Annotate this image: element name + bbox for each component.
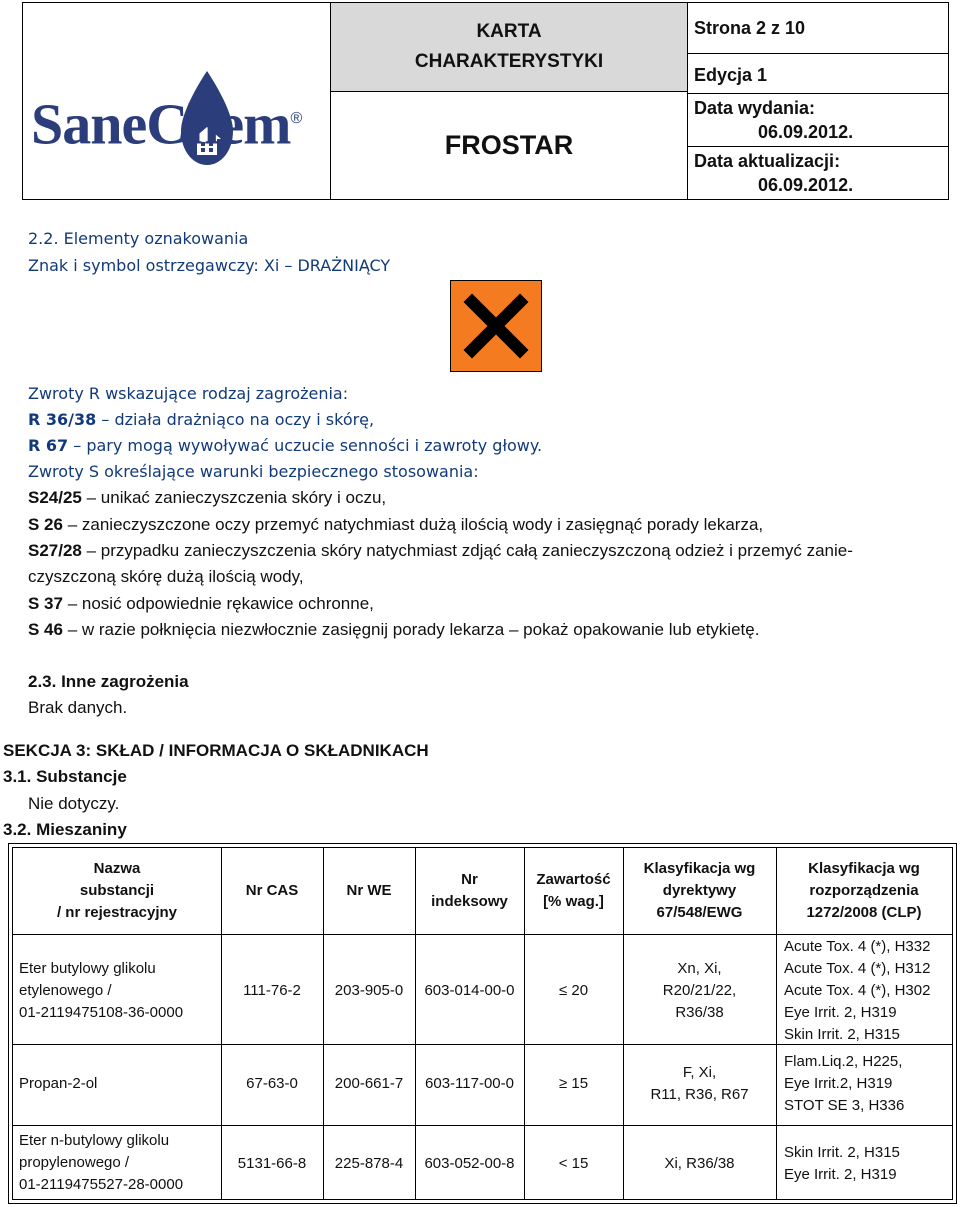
section-2-2-heading: 2.2. Elementy oznakowania [28,229,249,248]
cell-line: Xn, Xi, [677,960,722,977]
section-3-1-text: Nie dotyczy. [28,794,120,813]
s-phrase-2-code: S 26 [28,515,63,534]
cell-line: Acute Tox. 4 (*), H312 [784,960,931,977]
mixtures-table [8,843,957,1204]
cell-line: Flam.Liq.2, H225, [784,1053,903,1070]
table-header-line: Nr [461,871,478,888]
table-row-1-content: ≤ 20 [558,982,589,999]
table-row-1-name [19,958,219,1024]
s-phrase-2 [28,514,763,536]
update-date-value: 06.09.2012. [758,175,854,195]
issue-date-row [688,94,948,147]
s-phrase-3-code: S27/28 [28,541,82,560]
page-number: Strona 2 z 10 [688,3,948,54]
table-header-line: / nr rejestracyjny [56,904,178,921]
table-header-line: dyrektywy [662,882,737,899]
cell-line: etylenowego / [19,982,112,999]
table-row-2-cas: 67-63-0 [246,1075,298,1092]
table-header-line: substancji [79,882,155,899]
section-2-3-text: Brak danych. [28,698,128,717]
s-phrase-4 [28,593,374,615]
r-phrase-2-text: – pary mogą wywoływać uczucie senności i zawroty głowy. [68,436,543,455]
table-row-divider [13,1125,952,1126]
table-header-line: 1272/2008 (CLP) [806,904,922,921]
table-row-1-index: 603-014-00-0 [424,982,515,999]
cell-line: R36/38 [675,1004,724,1021]
s-phrase-5-code: S 46 [28,620,63,639]
table-row-3-dsd [623,1153,776,1175]
section-3-heading: SEKCJA 3: SKŁAD / INFORMACJA O SKŁADNIKACH [3,741,429,760]
document-header [22,2,949,200]
cell-line: STOT SE 3, H336 [784,1097,905,1114]
table-header-name [13,848,221,934]
table-header-line: Klasyfikacja wg [808,860,920,877]
cell-line: Eter n-butylowy glikolu [19,1132,170,1149]
cell-line: 01-2119475108-36-0000 [19,1004,184,1021]
logo-cell [23,3,331,199]
s-phrase-1 [28,487,386,509]
table-row-1-cas: 111-76-2 [243,982,301,999]
table-row-3-index: 603-052-00-8 [424,1155,515,1172]
table-header-line: 67/548/EWG [656,904,743,921]
logo [31,89,302,157]
title-cell [331,3,688,199]
doc-type-text: KARTA CHARAKTERYSTYKI [414,21,604,72]
s-phrase-5-text: – w razie połknięcia niezwłocznie zasięgnij porady lekarza – pokaż opakowanie lub etykietę. [62,620,760,639]
r-phrase-1-text: – działa drażniąco na oczy i skórę, [96,410,375,429]
cell-line: Eye Irrit.2, H319 [784,1075,893,1092]
logo-registered-mark: ® [290,110,302,127]
table-row-2-we: 200-661-7 [334,1075,404,1092]
table-row-2-index: 603-117-00-0 [425,1075,514,1092]
table-row-2-name [19,1073,219,1095]
logo-text: SaneChem [31,91,291,157]
section-3-1-heading: 3.1. Substancje [3,767,127,786]
r-phrase-2 [28,435,542,457]
section-3-2-heading: 3.2. Mieszaniny [3,820,127,839]
table-row-1-clp [784,936,952,1046]
cell-line: Propan-2-ol [19,1075,98,1092]
table-header-content [524,848,623,934]
table-row-1-we: 203-905-0 [334,982,404,999]
info-cell [688,3,948,199]
table-header-index [415,848,524,934]
cell-line: Eye Irrit. 2, H319 [784,1166,897,1183]
table-row-2-clp [784,1051,952,1117]
table-row-3-we: 225-878-4 [334,1155,404,1172]
doc-type-label [331,3,687,92]
table-header-clp [776,848,952,934]
table-row-3-content: < 15 [558,1155,589,1172]
table-header-cas: Nr CAS [245,882,299,899]
table-row-2-content: ≥ 15 [558,1075,589,1092]
cell-line: Skin Irrit. 2, H315 [784,1144,900,1161]
table-row-3-name [19,1130,219,1196]
cell-line: Eter butylowy glikolu [19,960,156,977]
table-row-3-clp [784,1142,952,1186]
r-phrases-heading: Zwroty R wskazujące rodzaj zagrożenia: [28,384,349,403]
s-phrase-1-code: S24/25 [28,488,82,507]
s-phrases-heading: Zwroty S określające warunki bezpiecznego stosowania: [28,462,479,481]
table-row-3-cas: 5131-66-8 [237,1155,307,1172]
cell-line: F, Xi, [682,1064,717,1081]
cell-line: Xi, R36/38 [664,1155,735,1172]
r-phrase-1 [28,409,374,431]
s-phrase-1-text: – unikać zanieczyszczenia skóry i oczu, [81,488,387,507]
s-phrase-4-code: S 37 [28,594,63,613]
edition: Edycja 1 [688,54,948,94]
table-header-line: rozporządzenia [809,882,919,899]
xi-irritant-pictogram-icon [450,280,542,372]
s-phrase-2-text: – zanieczyszczone oczy przemyć natychmiast dużą ilością wody i zasięgnąć porady lekarza, [62,515,764,534]
update-date-row [688,147,948,199]
product-name: FROSTAR [444,130,574,160]
mixtures-table-inner [12,847,953,1200]
table-header-line: indeksowy [431,893,508,910]
table-header-line: Nazwa [93,860,141,877]
table-row-1-dsd [623,958,776,1024]
s-phrase-4-text: – nosić odpowiednie rękawice ochronne, [62,594,374,613]
cell-line: Acute Tox. 4 (*), H302 [784,982,931,999]
table-row-2-dsd [623,1062,776,1106]
r-phrase-1-code: R 36/38 [28,410,97,429]
s-phrase-5 [28,619,759,641]
cell-line: R20/21/22, [662,982,737,999]
table-header-we: Nr WE [346,882,392,899]
table-header-line: Zawartość [536,871,611,888]
cell-line: Eye Irrit. 2, H319 [784,1004,897,1021]
cell-line: R11, R36, R67 [650,1086,749,1103]
table-header-dsd [623,848,776,934]
s-phrase-3 [28,540,853,562]
s-phrase-3-text: – przypadku zanieczyszczenia skóry natychmiast zdjąć całą zanieczyszczoną odzież i przemyć zanie- [81,541,853,560]
table-header-line: Klasyfikacja wg [643,860,756,877]
warning-symbol-line: Znak i symbol ostrzegawczy: Xi – DRAŻNIĄCY [28,256,391,275]
cell-line: Skin Irrit. 2, H315 [784,1026,900,1043]
cell-line: Acute Tox. 4 (*), H332 [784,938,931,955]
r-phrase-2-code: R 67 [28,436,69,455]
table-header-line: [% wag.] [543,893,604,910]
cell-line: propylenowego / [19,1154,130,1171]
table-row-divider [13,934,952,935]
issue-date-label: Data wydania: [694,98,816,118]
section-2-3-heading: 2.3. Inne zagrożenia [28,672,189,691]
s-phrase-3-continued: czyszczoną skórę dużą ilością wody, [28,567,304,586]
update-date-label: Data aktualizacji: [694,151,841,171]
issue-date-value: 06.09.2012. [758,122,854,142]
cell-line: 01-2119475527-28-0000 [19,1176,184,1193]
